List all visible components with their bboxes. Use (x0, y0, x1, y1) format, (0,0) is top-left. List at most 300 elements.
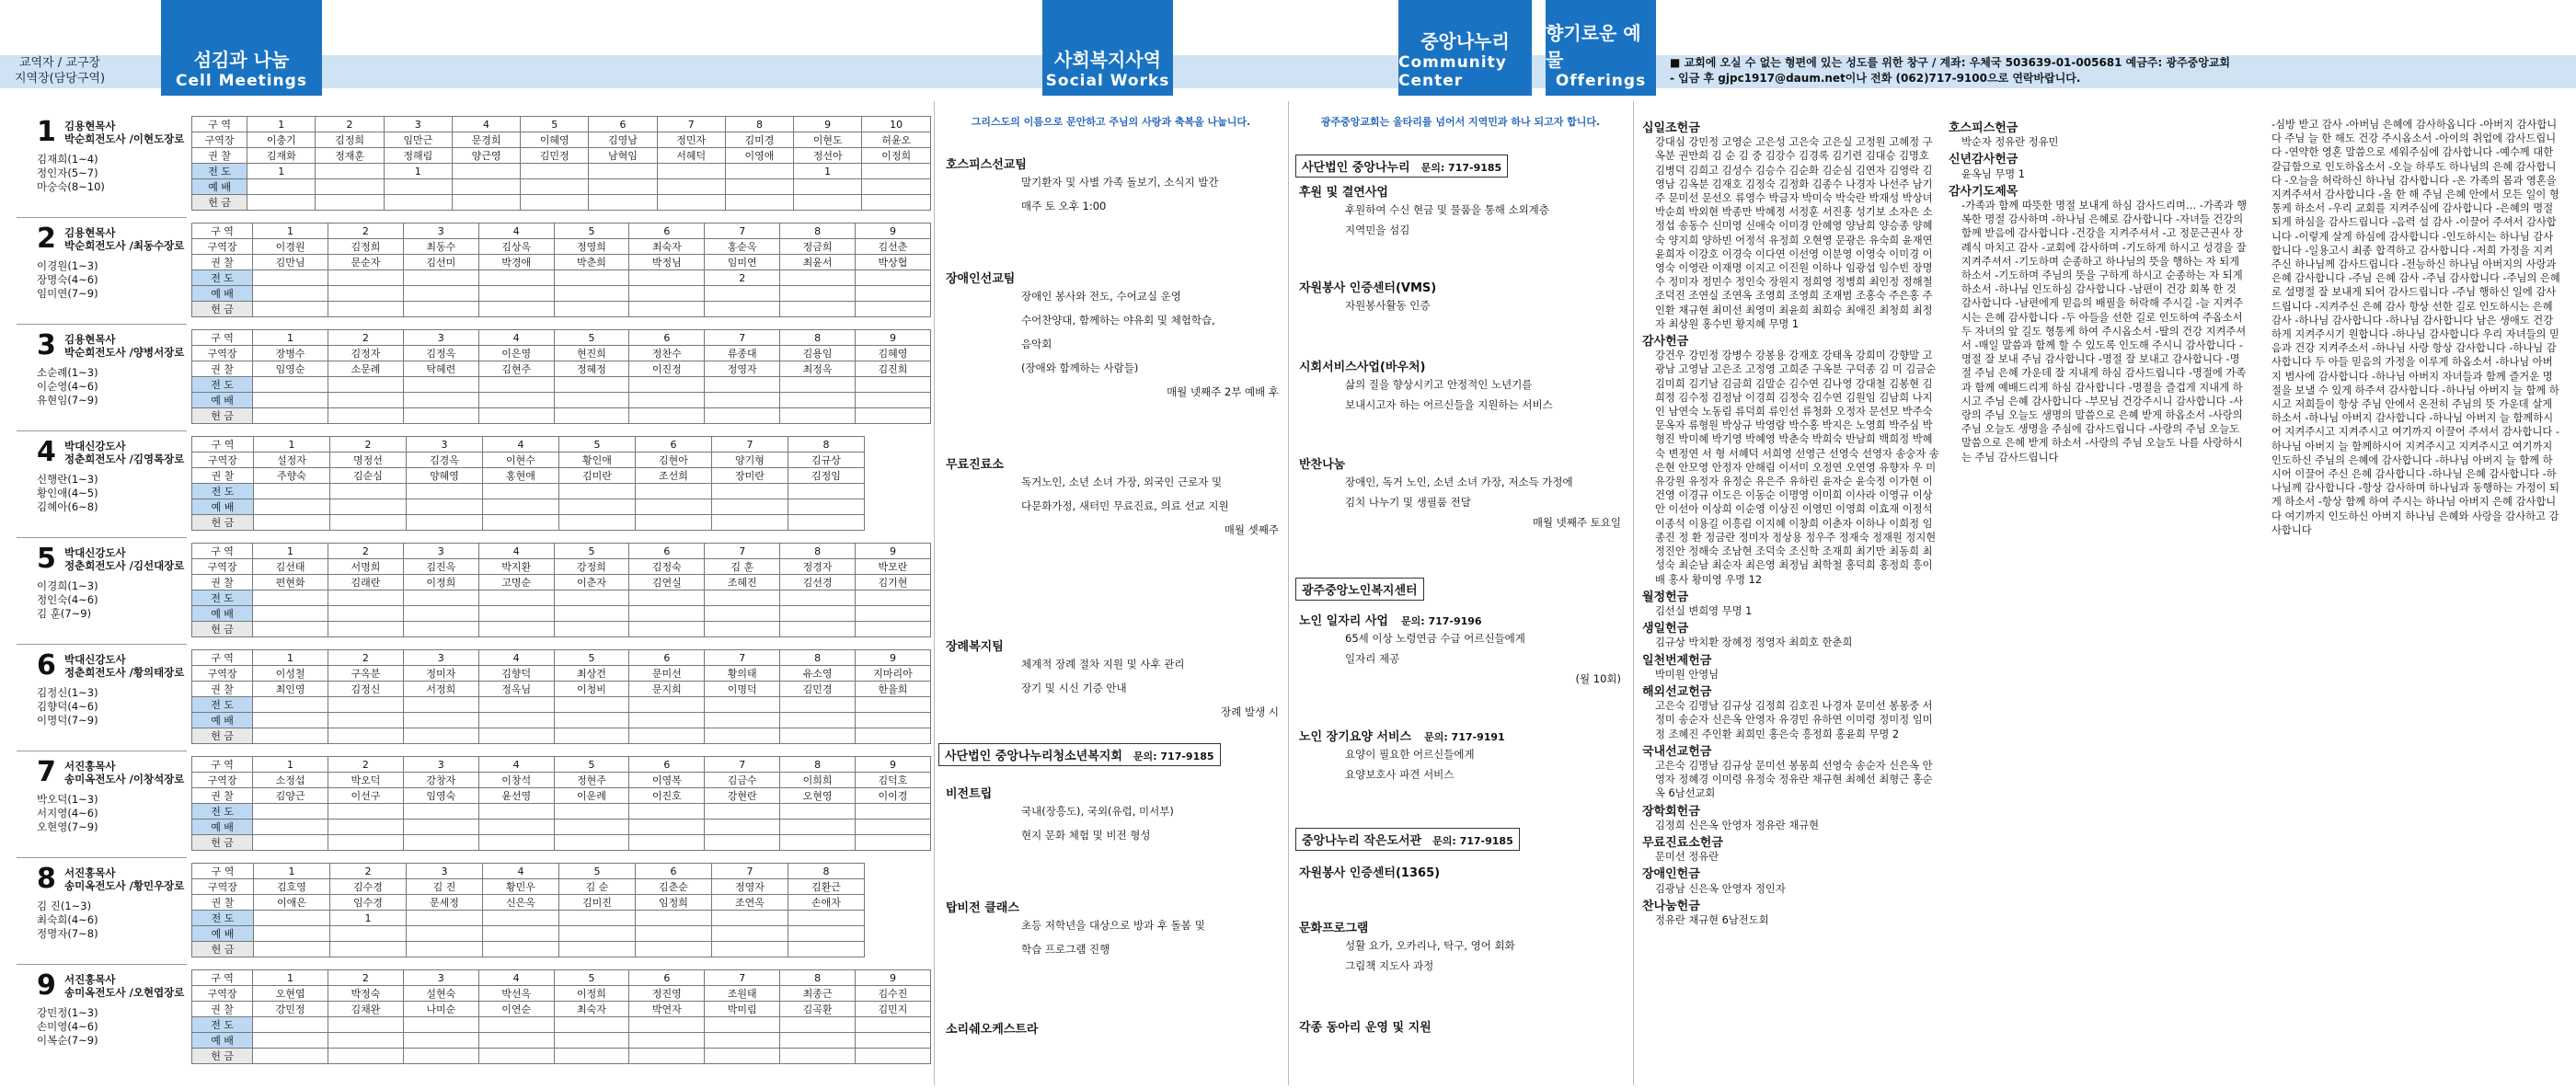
cell-header: 5 (559, 864, 636, 879)
center-item-line: 65세 이상 노령연금 수급 어르신들에게 (1345, 632, 1525, 645)
table-cell: 2 (705, 270, 780, 286)
cell-title-en: Cell Meetings (176, 72, 307, 90)
table-row (192, 728, 931, 744)
table-cell (559, 942, 636, 957)
table-cell: 이충기 (247, 132, 316, 148)
table-row (192, 666, 931, 682)
row-label: 구역장 (192, 239, 253, 255)
table-cell: 김연실 (629, 575, 705, 590)
table-cell (856, 728, 931, 744)
cell-header: 3 (403, 650, 478, 666)
table-cell (780, 713, 856, 728)
table-cell (407, 515, 483, 531)
cell-table-header (192, 330, 931, 346)
table-cell (403, 606, 478, 622)
cell-header: 5 (521, 117, 589, 132)
cell-header: 6 (629, 757, 705, 773)
table-cell (478, 835, 554, 851)
cell-table-header (192, 224, 931, 239)
table-cell: 김양근 (253, 788, 328, 804)
table-cell (247, 179, 316, 195)
table-row (192, 302, 931, 317)
table-cell (254, 911, 330, 926)
table-cell (521, 179, 589, 195)
offer-names: 김정희 신은옥 안영자 정유란 채규현 (1655, 819, 1820, 831)
offer-title-en: Offerings (1555, 72, 1647, 90)
table-row (192, 835, 931, 851)
cell-header: 3 (384, 117, 452, 132)
center-item-line: 지역민을 섬김 (1345, 224, 1410, 236)
table-cell (856, 820, 931, 835)
table-cell (403, 1049, 478, 1064)
cell-header: 2 (328, 650, 403, 666)
table-cell (705, 1049, 780, 1064)
table-cell (705, 697, 780, 713)
table-cell (247, 195, 316, 211)
table-cell: 문세정 (407, 895, 483, 911)
cell-number: 6 (37, 649, 56, 682)
table-cell (253, 1017, 328, 1033)
cell-header: 7 (705, 330, 780, 346)
cell-header: 4 (483, 864, 559, 879)
table-cell (780, 697, 856, 713)
table-cell (725, 164, 793, 179)
table-cell (253, 1033, 328, 1049)
table-cell (253, 286, 328, 302)
table-row (192, 286, 931, 302)
cell-header: 9 (856, 330, 931, 346)
cell-header: 구 역 (192, 864, 254, 879)
center-item-line: 성활 요가, 오카리나, 탁구, 영어 회화 (1345, 939, 1515, 952)
table-row (192, 788, 931, 804)
row-label: 권 찰 (192, 895, 254, 911)
row-label: 전 도 (192, 377, 253, 393)
table-cell (705, 606, 780, 622)
cell-members: 김 진(1~3) 최숙희(4~6) 정명자(7~8) (37, 900, 98, 940)
table-cell: 이명덕 (705, 682, 780, 697)
cell-header: 6 (636, 437, 712, 453)
table-cell: 이선구 (328, 788, 403, 804)
cell-header: 구 역 (192, 757, 253, 773)
table-row (192, 926, 865, 942)
table-cell (636, 515, 712, 531)
table-cell (725, 179, 793, 195)
table-cell: 이연순 (478, 1002, 554, 1017)
table-cell (780, 1033, 856, 1049)
cell-header: 6 (589, 117, 657, 132)
offer-column (2259, 118, 2562, 537)
table-cell: 김만님 (253, 255, 328, 270)
cell-header: 5 (554, 544, 629, 559)
cell-table (191, 649, 931, 744)
center-item-phone: 문의: 717-9196 (1400, 615, 1482, 627)
table-cell (788, 942, 865, 957)
center-item-title (1299, 727, 1505, 744)
row-label: 예 배 (192, 499, 254, 515)
row-label: 헌 금 (192, 942, 254, 957)
table-cell: 김호영 (254, 879, 330, 895)
table-cell (407, 911, 483, 926)
table-cell: 김정신 (328, 682, 403, 697)
table-cell (478, 270, 554, 286)
social-works-tab (1042, 0, 1173, 96)
table-cell: 김민정 (521, 148, 589, 164)
cell-header: 8 (788, 437, 865, 453)
table-cell: 황인애 (559, 453, 636, 468)
table-row (192, 575, 931, 590)
table-cell (478, 302, 554, 317)
table-cell (316, 164, 384, 179)
table-cell: 문미선 (629, 666, 705, 682)
table-cell (328, 1017, 403, 1033)
cell-divider (17, 857, 187, 858)
social-title-en: Social Works (1045, 72, 1170, 90)
table-cell (636, 484, 712, 499)
table-cell: 이은영 (478, 346, 554, 361)
table-cell (788, 484, 865, 499)
table-cell (316, 179, 384, 195)
table-cell: 임영숙 (403, 788, 478, 804)
center-item-label: 반찬나눔 (1299, 458, 1346, 472)
account-note-line2: - 입금 후 gjpc1917@daum.net이나 전화 (062)717-9100으로 연락바랍니다. (1670, 72, 2081, 85)
table-cell: 편현화 (253, 575, 328, 590)
table-cell (780, 393, 856, 408)
table-cell: 김정옥 (403, 346, 478, 361)
table-cell: 정해림 (384, 148, 452, 164)
table-cell: 이현수 (483, 453, 559, 468)
cell-leader: 서진홍목사 송미옥전도사 /오현엽장로 (64, 973, 185, 999)
table-cell (403, 377, 478, 393)
cell-divider (17, 430, 187, 431)
cell-header: 9 (856, 970, 931, 986)
table-cell (657, 195, 725, 211)
table-cell (403, 835, 478, 851)
table-cell (478, 622, 554, 637)
center-item-label: 노인 일자리 사업 (1299, 614, 1388, 628)
table-cell: 정혜정 (554, 361, 629, 377)
cell-members: 김재희(1~4) 정인자(5~7) 마숭숙(8~10) (37, 153, 105, 193)
table-cell: 이창석 (478, 773, 554, 788)
table-cell (559, 499, 636, 515)
cell-table (191, 756, 931, 851)
table-cell: 이애은 (254, 895, 330, 911)
table-row (192, 484, 865, 499)
table-cell (403, 286, 478, 302)
table-cell (554, 377, 629, 393)
table-cell (636, 499, 712, 515)
cell-header: 3 (403, 757, 478, 773)
cell-leader: 박대신강도사 정춘희전도사 /김선대장로 (64, 546, 185, 572)
table-row (192, 804, 931, 820)
cell-table-header (192, 970, 931, 986)
cell-header: 2 (316, 117, 384, 132)
center-item-title (1299, 454, 1345, 472)
cell-header: 2 (328, 224, 403, 239)
cell-header: 7 (712, 864, 788, 879)
table-cell (780, 270, 856, 286)
table-cell: 양기형 (712, 453, 788, 468)
table-cell: 1 (384, 164, 452, 179)
center-item-label: 각종 동아리 운영 및 지원 (1299, 1021, 1432, 1035)
table-cell: 류종대 (705, 346, 780, 361)
table-cell (554, 590, 629, 606)
cell-header: 3 (403, 224, 478, 239)
cell-header: 4 (478, 650, 554, 666)
center-item-label: 노인 장기요양 서비스 (1299, 730, 1412, 744)
table-cell: 최종근 (780, 986, 856, 1002)
community-center-tab (1398, 0, 1532, 96)
table-cell: 남혁임 (589, 148, 657, 164)
table-cell: 허윤오 (862, 132, 931, 148)
center-item-title (1299, 182, 1388, 200)
center-box-title (1295, 155, 1508, 178)
table-cell (636, 926, 712, 942)
cell-table-header (192, 864, 865, 879)
table-cell: 김경옥 (407, 453, 483, 468)
offer-names: 윤옥님 무명 1 (1961, 167, 2025, 180)
table-cell (328, 622, 403, 637)
table-cell (407, 499, 483, 515)
table-cell: 나미순 (403, 1002, 478, 1017)
row-label: 권 찰 (192, 1002, 253, 1017)
table-cell: 김정희 (328, 239, 403, 255)
table-cell: 조선희 (636, 468, 712, 484)
table-row (192, 879, 865, 895)
cell-divider (17, 644, 187, 645)
table-cell (629, 393, 705, 408)
table-row (192, 820, 931, 835)
table-cell: 김정희 (316, 132, 384, 148)
table-cell: 최상건 (554, 666, 629, 682)
cell-header: 3 (403, 970, 478, 986)
row-label: 헌 금 (192, 195, 247, 211)
table-cell (794, 195, 862, 211)
table-cell (253, 606, 328, 622)
table-cell: 정진영 (629, 986, 705, 1002)
offer-title: 감사기도제목 (1949, 184, 2018, 199)
center-item-title (1299, 863, 1440, 880)
cell-table (191, 329, 931, 424)
table-cell: 임수경 (330, 895, 407, 911)
table-cell (780, 622, 856, 637)
table-cell (780, 377, 856, 393)
table-cell (483, 911, 559, 926)
table-cell: 서혜덕 (657, 148, 725, 164)
table-cell (478, 1017, 554, 1033)
table-cell: 김정자 (328, 346, 403, 361)
center-title-ko: 중앙나누리 (1420, 30, 1510, 52)
divider (1288, 101, 1289, 1085)
row-label: 권 찰 (192, 468, 254, 484)
row-label: 구역장 (192, 132, 247, 148)
cell-header: 4 (478, 224, 554, 239)
table-cell (328, 804, 403, 820)
table-cell: 정영자 (705, 361, 780, 377)
center-item-line: 일자리 제공 (1345, 652, 1400, 665)
cell-divider (17, 537, 187, 538)
table-cell: 김금수 (705, 773, 780, 788)
table-cell (452, 195, 520, 211)
social-item-line: 다문화가정, 새터민 무료진료, 의료 선교 지원 (1021, 499, 1229, 512)
table-cell (705, 408, 780, 424)
table-cell: 김용임 (780, 346, 856, 361)
social-item-line: 수어찬양대, 함께하는 야유회 및 체험학습, (1021, 314, 1215, 327)
table-cell (554, 728, 629, 744)
table-cell (328, 590, 403, 606)
cell-header: 4 (452, 117, 520, 132)
table-cell: 손애자 (788, 895, 865, 911)
center-title-en: Community Center (1398, 53, 1507, 90)
table-row (192, 179, 931, 195)
cell-header: 5 (554, 970, 629, 986)
table-cell (856, 286, 931, 302)
table-row (192, 559, 931, 575)
table-cell (554, 835, 629, 851)
center-item-line: (월 10회) (1575, 672, 1621, 685)
table-cell (712, 499, 788, 515)
cell-header: 5 (554, 650, 629, 666)
table-row (192, 622, 931, 637)
account-note-line1: ■ 교회에 오실 수 없는 형편에 있는 성도를 위한 창구 / 계좌: 우체국 503639-01-005681 예금주: 광주중앙교회 (1670, 56, 2230, 69)
cell-header: 4 (478, 757, 554, 773)
table-cell (705, 820, 780, 835)
table-cell: 설정자 (254, 453, 330, 468)
table-cell (328, 1049, 403, 1064)
divider (934, 101, 935, 1085)
cell-header: 4 (478, 970, 554, 986)
table-cell (554, 270, 629, 286)
cell-table-header (192, 650, 931, 666)
center-box-label: 사단법인 중앙나누리 (1302, 161, 1410, 175)
cell-header: 구 역 (192, 330, 253, 346)
table-cell: 박선옥 (478, 986, 554, 1002)
table-cell: 정찬수 (629, 346, 705, 361)
table-cell: 정영자 (712, 879, 788, 895)
table-row (192, 408, 931, 424)
table-cell (554, 804, 629, 820)
center-box-phone: 문의: 717-9185 (1432, 835, 1513, 847)
table-row (192, 468, 865, 484)
social-box-phone: 문의: 717-9185 (1133, 751, 1214, 762)
table-cell: 박오덕 (328, 773, 403, 788)
table-cell (657, 164, 725, 179)
table-cell (705, 804, 780, 820)
table-cell (725, 195, 793, 211)
table-cell (330, 499, 407, 515)
table-cell: 현진희 (554, 346, 629, 361)
table-cell (254, 515, 330, 531)
table-cell: 임미연 (705, 255, 780, 270)
table-cell: 김채완 (328, 1002, 403, 1017)
row-label: 권 찰 (192, 682, 253, 697)
center-item-label: 시회서비스사업(바우처) (1299, 361, 1426, 374)
cell-header: 8 (780, 224, 856, 239)
table-cell: 김춘순 (636, 879, 712, 895)
table-row (192, 361, 931, 377)
table-cell (780, 1017, 856, 1033)
cell-header: 6 (629, 970, 705, 986)
cell-header: 2 (328, 757, 403, 773)
table-cell (788, 926, 865, 942)
table-cell: 양근영 (452, 148, 520, 164)
table-cell (629, 820, 705, 835)
table-cell (589, 195, 657, 211)
center-item-line: 삶의 질을 향상시키고 안정적인 노년기를 (1345, 378, 1533, 391)
cell-group (0, 223, 931, 326)
table-cell: 김 훈 (705, 559, 780, 575)
offer-names: 고은숙 김명남 김규상 문미선 봉몽희 선영숙 송순자 신은옥 안영자 정혜경 이미령 유정숙 정유란 채규현 최혜선 최형근 홍순옥 6남선교회 (1655, 759, 1933, 800)
table-cell (780, 606, 856, 622)
cell-table (191, 863, 865, 957)
cell-header: 8 (780, 650, 856, 666)
table-cell: 박미림 (705, 1002, 780, 1017)
table-cell (705, 590, 780, 606)
table-cell: 이경원 (253, 239, 328, 255)
table-row (192, 164, 931, 179)
table-cell (254, 942, 330, 957)
table-cell (253, 728, 328, 744)
cell-header: 2 (328, 970, 403, 986)
table-cell (705, 713, 780, 728)
table-cell: 김래란 (328, 575, 403, 590)
table-cell (478, 590, 554, 606)
table-cell (705, 1017, 780, 1033)
table-cell (856, 377, 931, 393)
table-cell (712, 515, 788, 531)
table-cell (316, 195, 384, 211)
table-cell (705, 302, 780, 317)
table-cell: 오현엽 (253, 986, 328, 1002)
table-cell: 문지희 (629, 682, 705, 697)
account-note (1670, 55, 2571, 86)
table-cell: 이혜영 (521, 132, 589, 148)
center-item-title (1299, 918, 1368, 935)
cell-header: 4 (483, 437, 559, 453)
table-cell: 임정희 (636, 895, 712, 911)
cell-group (0, 543, 931, 646)
cell-header: 10 (862, 117, 931, 132)
cell-header: 1 (253, 224, 328, 239)
row-label: 권 찰 (192, 788, 253, 804)
table-cell: 김현아 (636, 453, 712, 468)
table-cell (559, 926, 636, 942)
table-cell: 유소영 (780, 666, 856, 682)
cell-header: 1 (247, 117, 316, 132)
row-label: 헌 금 (192, 408, 253, 424)
table-cell (328, 286, 403, 302)
table-cell (403, 820, 478, 835)
table-cell: 윤선영 (478, 788, 554, 804)
table-cell (330, 942, 407, 957)
table-cell (253, 302, 328, 317)
offer-names: 김선실 변희영 무명 1 (1655, 604, 1753, 617)
row-label: 헌 금 (192, 622, 253, 637)
table-cell (554, 393, 629, 408)
table-cell: 김정숙 (629, 559, 705, 575)
table-cell: 김순심 (330, 468, 407, 484)
cell-header: 8 (780, 970, 856, 986)
table-cell (780, 820, 856, 835)
cell-header: 구 역 (192, 224, 253, 239)
table-cell (629, 697, 705, 713)
table-cell: 문순자 (328, 255, 403, 270)
cell-members: 박오덕(1~3) 서지영(4~6) 오현영(7~9) (37, 793, 98, 833)
table-cell (253, 377, 328, 393)
offer-column (1949, 118, 2248, 464)
cell-members: 이경원(1~3) 장명숙(4~6) 임미연(7~9) (37, 259, 98, 300)
table-cell (328, 302, 403, 317)
cell-header: 구 역 (192, 544, 253, 559)
